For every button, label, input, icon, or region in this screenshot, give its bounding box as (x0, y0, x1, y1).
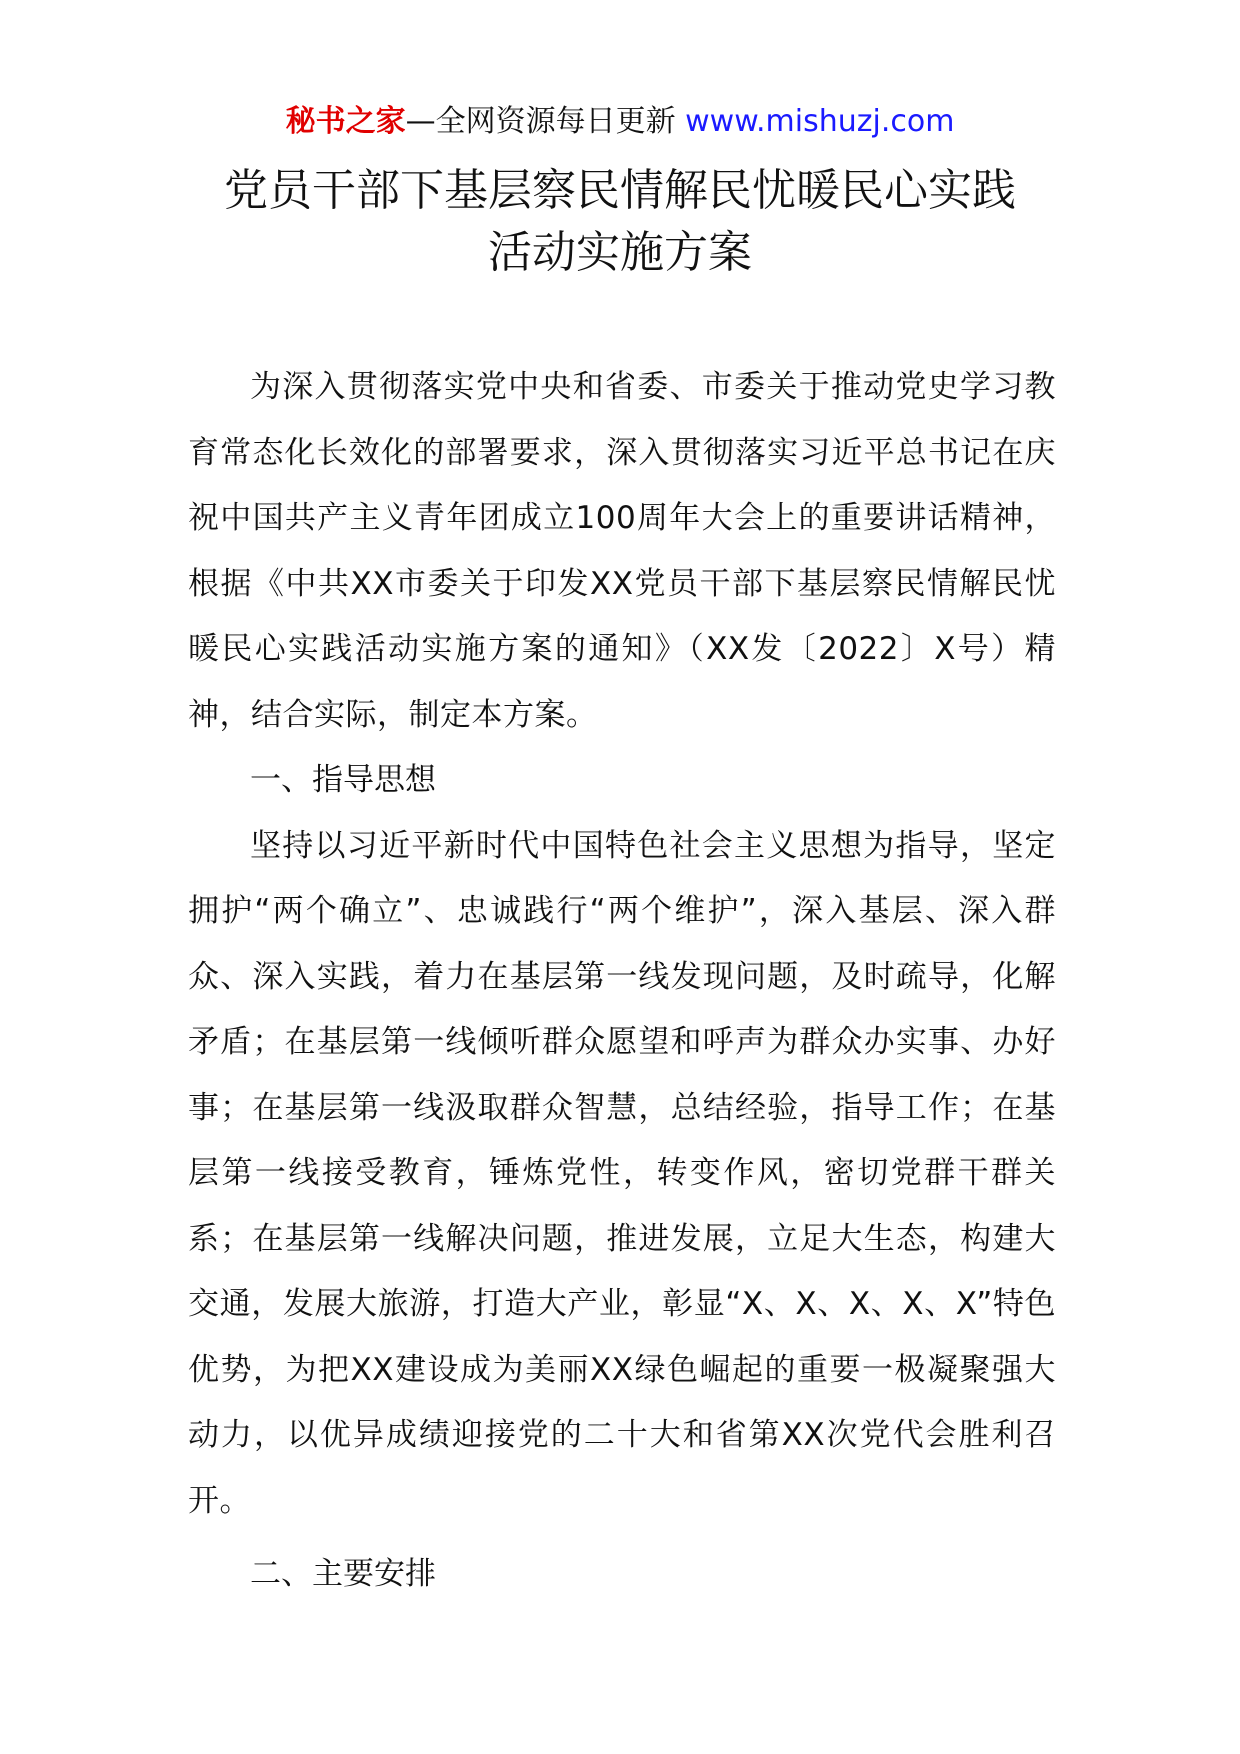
section-2-heading: 二、主要安排 (250, 1556, 436, 1592)
header-slogan: —全网资源每日更新 (405, 104, 676, 139)
intro-paragraph: 为深入贯彻落实党中央和省委、市委关于推动党史学习教育常态化长效化的部署要求，深入贯彻落实习近平总书记在庆祝中国共产主义青年团成立100周年大会上的重要讲话精神，根据《中共XX市委关于印发XX党员干部下基层察民情解民忧暖民心实践活动实施方案的通知》（XX发〔2022〕X号）精神，结合实际，制定本方案。 (188, 369, 1056, 733)
section-spacer (188, 1534, 1056, 1542)
brand-name: 秘书之家 (285, 104, 406, 139)
section-1-paragraph: 坚持以习近平新时代中国特色社会主义思想为指导，坚定拥护“两个确立”、忠诚践行“两个维护”，深入基层、深入群众、深入实践，着力在基层第一线发现问题，及时疏导，化解矛盾；在基层第一线倾听群众愿望和呼声为群众办实事、办好事；在基层第一线汲取群众智慧，总结经验，指导工作；在基层第一线接受教育，锤炼党性，转变作风，密切党群干群关系；在基层第一线解决问题，推进发展，立足大生态，构建大交通，发展大旅游，打造大产业，彰显“X、X、X、X、X”特色优势，为把XX建设成为美丽XX绿色崛起的重要一极凝聚强大动力，以优异成绩迎接党的二十大和省第XX次党代会胜利召开。 (188, 827, 1056, 1519)
site-url-link[interactable]: www.mishuzj.com (685, 104, 955, 139)
document-title-line-1: 党员干部下基层察民情解民忧暖民心实践 (224, 165, 1016, 216)
document-body (188, 355, 1056, 1608)
site-header (0, 100, 1240, 144)
document-title (150, 160, 1090, 284)
document-title-line-2: 活动实施方案 (488, 227, 752, 278)
section-1-heading: 一、指导思想 (250, 762, 436, 798)
